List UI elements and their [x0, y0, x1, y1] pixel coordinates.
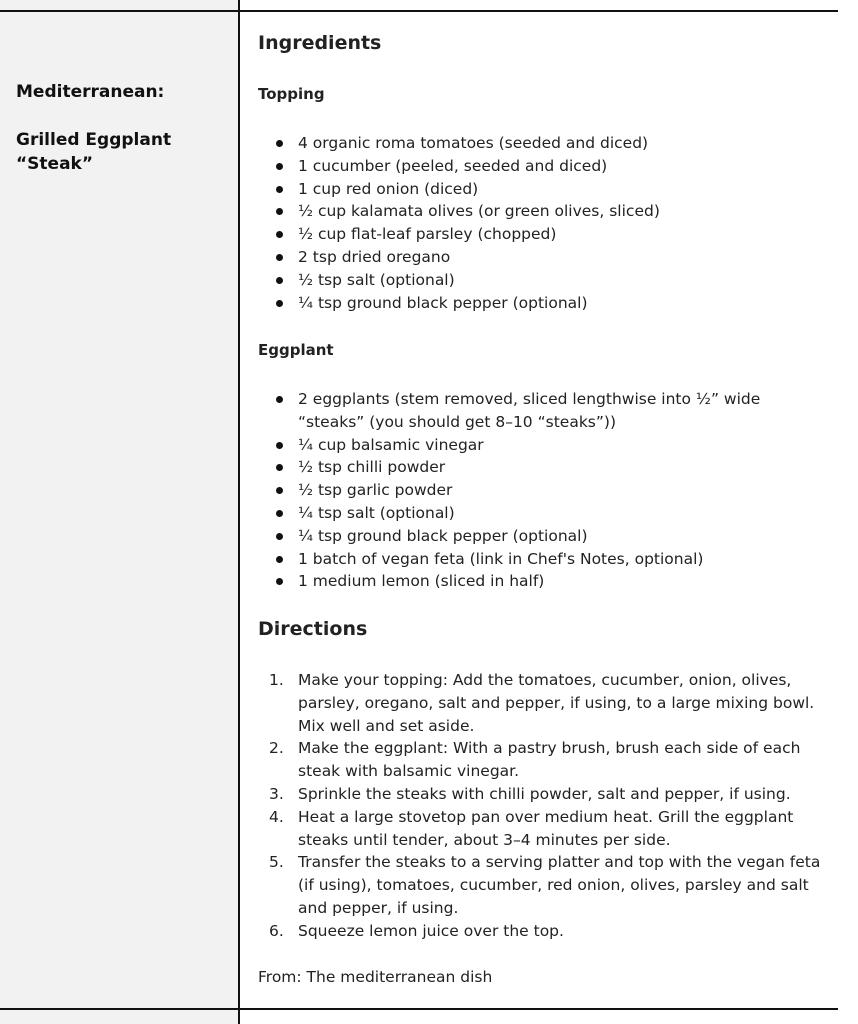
- recipe-source: From: The mediterranean dish: [258, 968, 493, 986]
- topping-heading: Topping: [258, 85, 325, 103]
- step-text: Transfer the steaks to a serving platter and top with the vegan feta (if using), tomatoes, cucumber, red onion, olives, parsley and salt and pepper, if using.: [298, 853, 821, 917]
- table-border-bottom: [0, 1008, 838, 1010]
- dish-name-line-2: “Steak”: [16, 154, 94, 174]
- list-item: ¼ tsp ground black pepper (optional): [258, 292, 828, 315]
- step-number: 1.: [269, 671, 284, 689]
- list-item: ½ tsp garlic powder: [258, 479, 828, 502]
- step-number: 3.: [269, 784, 284, 803]
- direction-step: [258, 920, 828, 943]
- dish-name-line-1: Grilled Eggplant: [16, 130, 172, 150]
- eggplant-list: [258, 388, 828, 593]
- step-text: Sprinkle the steaks with chilli powder, salt and pepper, if using.: [298, 784, 791, 803]
- step-number: 6.: [269, 921, 284, 940]
- list-item: ½ tsp salt (optional): [258, 269, 828, 292]
- step-text: Heat a large stovetop pan over medium heat. Grill the eggplant steaks until tender, about 3–4 minutes per side.: [298, 807, 794, 849]
- list-item: 4 organic roma tomatoes (seeded and diced): [258, 132, 828, 155]
- list-item: 1 batch of vegan feta (link in Chef's Notes, optional): [258, 548, 828, 571]
- step-text: Make the eggplant: With a pastry brush, brush each side of each steak with balsamic vinegar.: [298, 739, 801, 781]
- direction-step: [258, 806, 828, 852]
- list-item: ½ tsp chilli powder: [258, 456, 828, 479]
- dish-name: [16, 128, 226, 176]
- step-number: 2.: [269, 739, 284, 758]
- step-text: Squeeze lemon juice over the top.: [298, 921, 564, 940]
- list-item: 2 tsp dried oregano: [258, 246, 828, 269]
- eggplant-heading: Eggplant: [258, 341, 334, 359]
- step-number: 5.: [269, 853, 284, 872]
- recipe-label-column: [0, 0, 238, 1024]
- column-divider: [238, 0, 240, 1024]
- step-number: 4.: [269, 807, 284, 826]
- list-item: ¼ tsp ground black pepper (optional): [258, 525, 828, 548]
- table-border-top: [0, 10, 838, 12]
- step-text: Make your topping: Add the tomatoes, cucumber, onion, olives, parsley, oregano, salt and pepper, if using, to a large mixing bowl. Mix well and set aside.: [298, 671, 815, 735]
- list-item: 2 eggplants (stem removed, sliced lengthwise into ½” wide “steaks” (you should get 8–10 “steaks”)): [258, 388, 828, 434]
- list-item: ½ cup kalamata olives (or green olives, sliced): [258, 200, 828, 223]
- list-item: ¼ tsp salt (optional): [258, 502, 828, 525]
- directions-list: [258, 669, 828, 943]
- direction-step: [258, 851, 828, 919]
- directions-heading: Directions: [258, 618, 368, 640]
- ingredients-heading: Ingredients: [258, 32, 382, 54]
- list-item: 1 cup red onion (diced): [258, 178, 828, 201]
- topping-list: [258, 132, 828, 314]
- list-item: 1 medium lemon (sliced in half): [258, 570, 828, 593]
- list-item: ¼ cup balsamic vinegar: [258, 434, 828, 457]
- direction-step: [258, 737, 828, 783]
- direction-step: [258, 783, 828, 806]
- list-item: ½ cup flat-leaf parsley (chopped): [258, 223, 828, 246]
- list-item: 1 cucumber (peeled, seeded and diced): [258, 155, 828, 178]
- cuisine-category: Mediterranean:: [16, 82, 165, 102]
- direction-step: [258, 669, 828, 737]
